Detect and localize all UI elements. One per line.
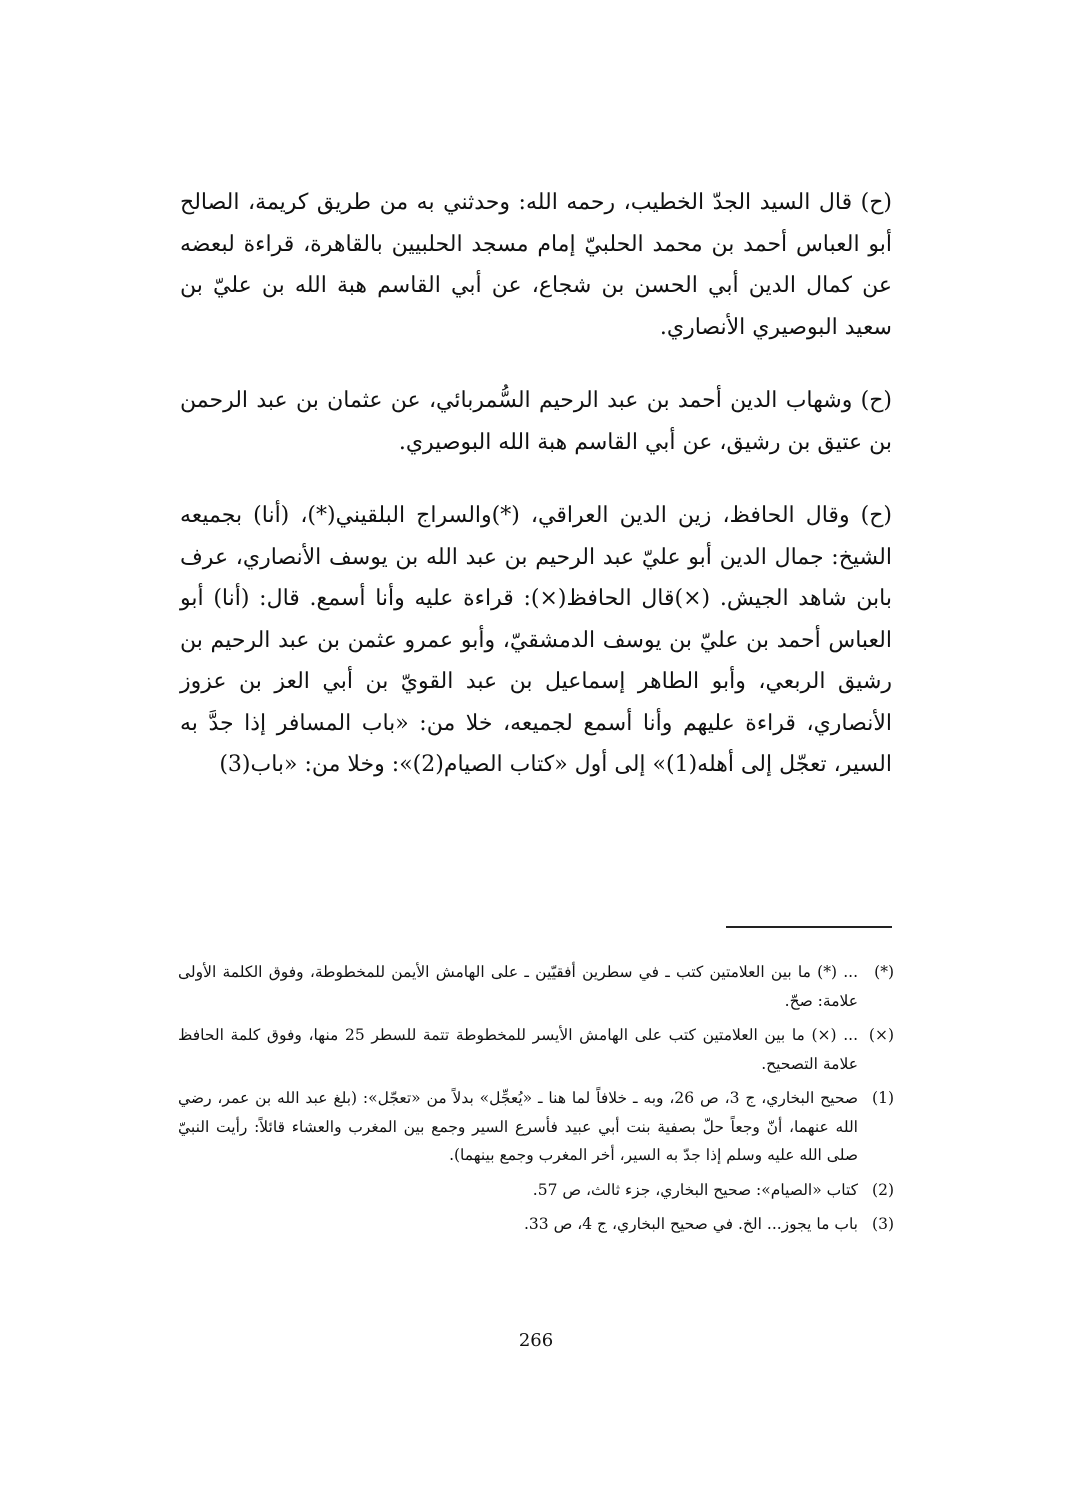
main-text <box>180 182 892 786</box>
footnote-marker: (1) <box>872 1089 894 1107</box>
paragraph-2: (ح) وشهاب الدين أحمد بن عبد الرحيم السُّمربائي، عن عثمان بن عبد الرحمن بن عتيق بن رشيق، عن أبي القاسم هبة الله البوصيري. <box>180 388 892 455</box>
footnote-text: ... (*) ما بين العلامتين كتب ـ في سطرين أفقيّين ـ على الهامش الأيمن للمخطوطة، وفوق الكلمة الأولى علامة: صحّ. <box>178 963 858 1010</box>
footnote-marker: (3) <box>872 1215 894 1233</box>
footnote-marker: (*) <box>874 963 894 981</box>
footnote-marker: (×) <box>868 1026 894 1044</box>
footnote-text: كتاب «الصيام»: صحيح البخاري، جزء ثالث، ص 57. <box>532 1180 858 1199</box>
footnote-cross <box>178 1021 894 1078</box>
footnote-text: باب ما يجوز... الخ. في صحيح البخاري، ج 4، ص 33. <box>523 1215 858 1233</box>
footnote-divider <box>726 926 892 928</box>
footnote-text: ... (×) ما بين العلامتين كتب على الهامش الأيسر للمخطوطة تتمة للسطر 25 منها، وفوق كلمة الحافظ علامة التصحيح. <box>178 1026 858 1073</box>
footnotes <box>178 958 894 1245</box>
footnote-asterisk <box>178 958 894 1015</box>
page-number: 266 <box>518 1330 554 1351</box>
footnote-marker: (2) <box>872 1180 894 1199</box>
footnote-1 <box>178 1084 894 1170</box>
paragraph-3: (ح) وقال الحافظ، زين الدين العراقي، (*)والسراج البلقيني(*)، (أنا) بجميعه الشيخ: جمال الدين أبو عليّ عبد الرحيم بن عبد الله بن يوسف الأنصاري، عرف بابن شاهد الجيش. (×)قال الحافظ(×): قراءة عليه وأنا أسمع. قال: (أنا) أبو العباس أحمد بن عليّ بن يوسف الدمشقيّ، وأبو عمرو عثمن بن عبد الرحيم بن رشيق الربعي، وأبو الطاهر إسماعيل بن عبد القويّ بن أبي العز بن عزوز الأنصاري، قراءة عليهم وأنا أسمع لجميعه، خلا من: «باب المسافر إذا جدَّ به السير، تعجّل إلى أهله(1)» إلى أول «كتاب الصيام(2)»: وخلا من: «باب(3) <box>180 503 892 777</box>
footnote-text: صحيح البخاري، ج 3، ص 26، وبه ـ خلافاً لما هنا ـ «يُعجِّل» بدلاً من «تعجّل»: (بلغ عبد الله بن عمر، رضي الله عنهما، أنّ وجعاً حلّ بصفية بنت أبي عبيد فأسرع السير وجمع بين المغرب والعشاء قائلاً: رأيت النبيّ صلى الله عليه وسلم إذا جدّ به السير، أخر المغرب وجمع بينهما). <box>178 1089 858 1164</box>
paragraph-1: (ح) قال السيد الجدّ الخطيب، رحمه الله: وحدثني به من طريق كريمة، الصالح أبو العباس أحمد بن محمد الحلبيّ إمام مسجد الحلبيين بالقاهرة، قراءة لبعضه عن كمال الدين أبي الحسن بن شجاع، عن أبي القاسم هبة الله بن عليّ بن سعيد البوصيري الأنصاري. <box>180 190 892 340</box>
footnote-3 <box>178 1210 894 1239</box>
footnote-2 <box>178 1176 894 1205</box>
